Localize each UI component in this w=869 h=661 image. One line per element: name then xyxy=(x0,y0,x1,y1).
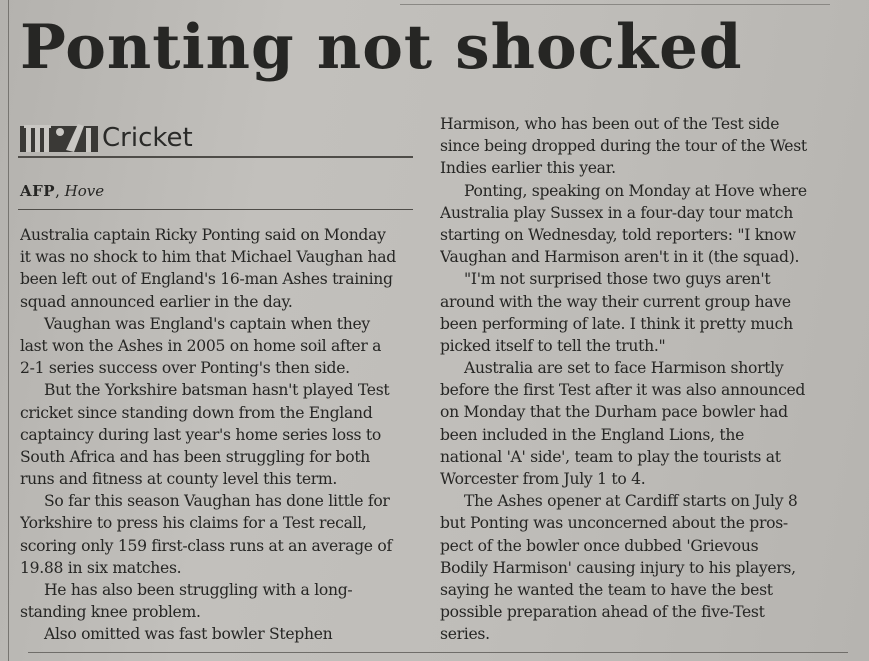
text-line: Vaughan and Harmison aren't in it (the squad). xyxy=(440,248,800,267)
text-line: standing knee problem. xyxy=(20,603,201,622)
article-column-right xyxy=(440,113,840,646)
text-line: series. xyxy=(440,625,490,644)
text-line: runs and fitness at county level this term. xyxy=(20,470,338,489)
text-line: been included in the England Lions, the xyxy=(440,425,745,444)
text-line: "I'm not surprised those two guys aren't xyxy=(464,270,771,289)
bottom-rule xyxy=(28,652,848,653)
top-divider-rule xyxy=(400,4,830,5)
text-line: national 'A' side', team to play the tourists at xyxy=(440,447,781,466)
text-line: around with the way their current group have xyxy=(440,292,791,311)
text-line: possible preparation ahead of the five-Test xyxy=(440,603,765,622)
article-column-left xyxy=(20,224,415,646)
text-line: He has also been struggling with a long- xyxy=(44,581,353,599)
paragraph xyxy=(20,379,415,490)
byline xyxy=(20,180,104,202)
text-line: Australia play Sussex in a four-day tour match xyxy=(440,203,793,222)
paragraph xyxy=(440,180,840,269)
text-line: 19.88 in six matches. xyxy=(20,558,182,577)
text-line: saying he wanted the team to have the best xyxy=(440,580,773,599)
paragraph xyxy=(440,490,840,645)
text-line: squad announced earlier in the day. xyxy=(20,292,293,311)
text-line: it was no shock to him that Michael Vaughan had xyxy=(20,248,396,267)
text-line: captaincy during last year's home series loss to xyxy=(20,425,381,444)
text-line: Harmison, who has been out of the Test side xyxy=(440,115,780,133)
text-line: Bodily Harmison' causing injury to his players, xyxy=(440,558,796,577)
text-line: starting on Wednesday, told reporters: "I know xyxy=(440,225,796,244)
paragraph xyxy=(20,224,415,313)
text-line: last won the Ashes in 2005 on home soil after a xyxy=(20,336,382,355)
cricket-stumps-bat-icon xyxy=(20,120,98,154)
text-line: Also omitted was fast bowler Stephen xyxy=(44,625,333,644)
paragraph xyxy=(440,357,840,490)
section-label: Cricket xyxy=(102,123,193,153)
text-line: but Ponting was unconcerned about the pros- xyxy=(440,514,788,533)
byline-separator: , xyxy=(55,182,60,200)
text-line: before the first Test after it was also announced xyxy=(440,381,806,400)
text-line: cricket since standing down from the England xyxy=(20,403,373,422)
text-line: Australia are set to face Harmison shortly xyxy=(464,359,784,378)
text-line: The Ashes opener at Cardiff starts on July 8 xyxy=(464,492,798,511)
byline-agency: AFP xyxy=(20,182,56,200)
text-line: So far this season Vaughan has done little for xyxy=(44,492,390,511)
text-line: been performing of late. I think it pretty much xyxy=(440,314,793,333)
section-header xyxy=(18,116,413,160)
text-line: pect of the bowler once dubbed 'Grievous xyxy=(440,536,759,555)
text-line: South Africa and has been struggling for both xyxy=(20,447,371,466)
text-line: Australia captain Ricky Ponting said on Monday xyxy=(20,226,386,244)
paragraph xyxy=(20,490,415,579)
text-line: on Monday that the Durham pace bowler had xyxy=(440,403,788,422)
text-line: Indies earlier this year. xyxy=(440,159,616,178)
text-line: since being dropped during the tour of the West xyxy=(440,137,807,156)
section-underline xyxy=(18,156,413,158)
text-line: Vaughan was England's captain when they xyxy=(44,314,370,333)
text-line: But the Yorkshire batsman hasn't played Test xyxy=(44,381,390,400)
text-line: Ponting, speaking on Monday at Hove where xyxy=(464,181,807,200)
text-line: scoring only 159 first-class runs at an average of xyxy=(20,536,392,555)
paragraph xyxy=(440,113,840,180)
byline-rule xyxy=(18,209,413,210)
text-line: picked itself to tell the truth." xyxy=(440,336,666,355)
paragraph xyxy=(20,313,415,380)
text-line: Worcester from July 1 to 4. xyxy=(440,470,646,488)
byline-place: Hove xyxy=(64,182,105,200)
text-line: been left out of England's 16-man Ashes training xyxy=(20,270,393,289)
text-line: 2-1 series success over Ponting's then side. xyxy=(20,359,350,378)
paragraph xyxy=(20,579,415,623)
paragraph xyxy=(20,623,415,645)
text-line: Yorkshire to press his claims for a Test recall, xyxy=(20,514,367,533)
paragraph xyxy=(440,268,840,357)
column-divider-rule xyxy=(8,0,9,661)
article-headline: Ponting not shocked xyxy=(20,12,743,83)
